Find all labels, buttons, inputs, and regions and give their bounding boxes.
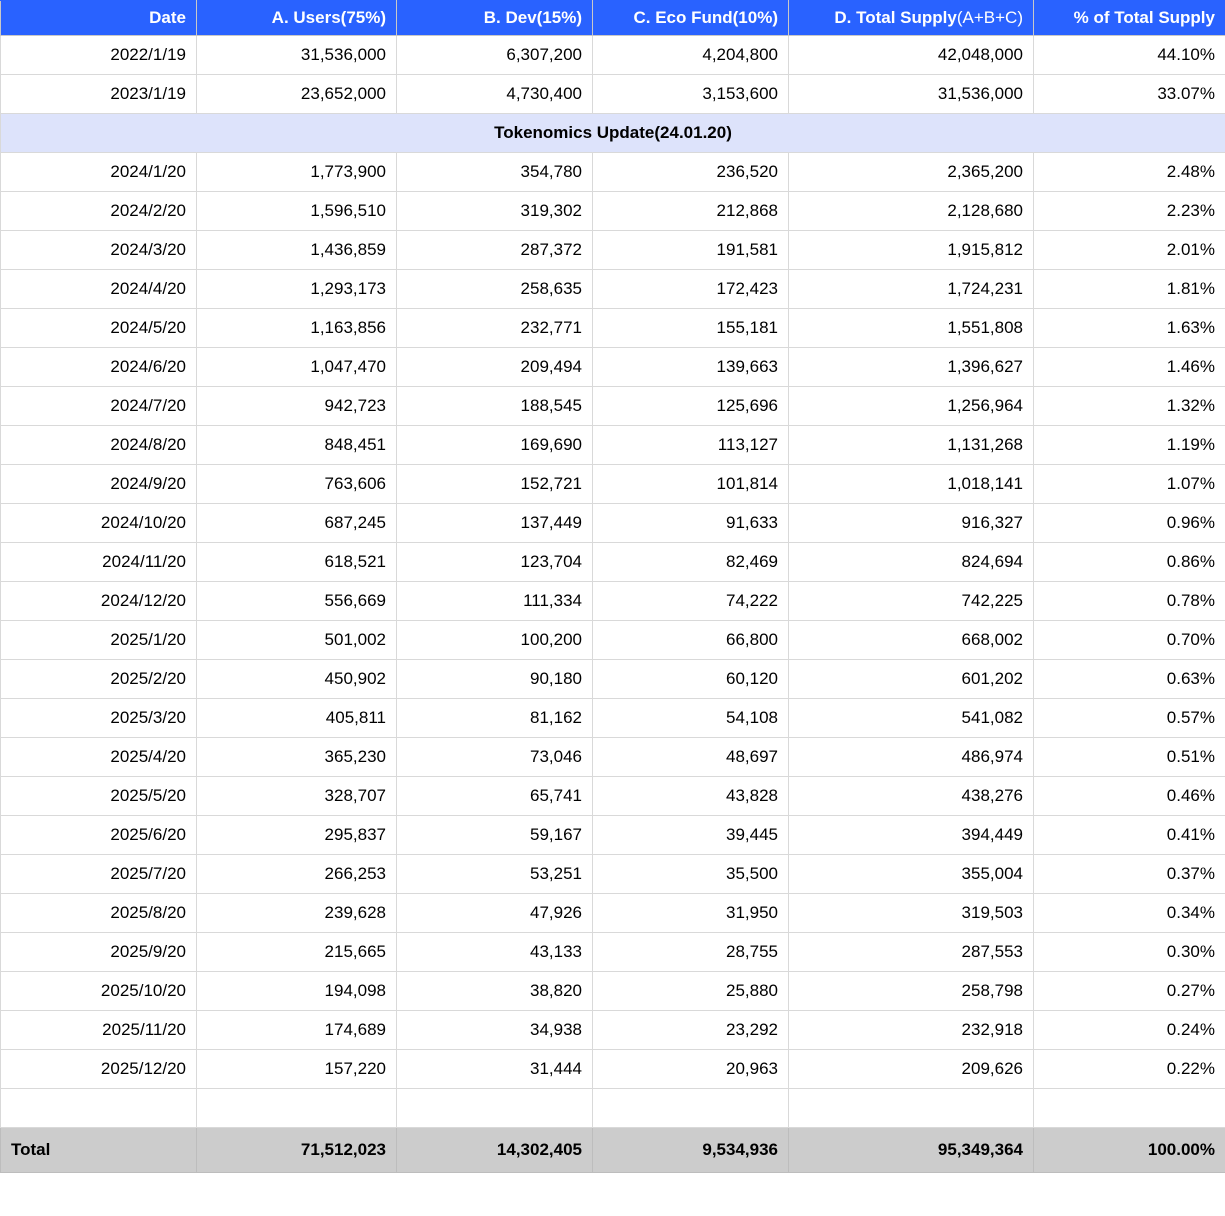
cell-pct-total-supply: 0.78% [1034, 582, 1225, 621]
table-row [1, 75, 1225, 114]
table-row [1, 465, 1225, 504]
cell-total-supply: 1,018,141 [789, 465, 1034, 504]
cell-dev: 65,741 [397, 777, 593, 816]
cell-users: 239,628 [197, 894, 397, 933]
table-row [1, 348, 1225, 387]
table-row [1, 1011, 1225, 1050]
table-row [1, 153, 1225, 192]
table-row [1, 192, 1225, 231]
table-row [1, 933, 1225, 972]
cell-users: 174,689 [197, 1011, 397, 1050]
cell-total-supply: 742,225 [789, 582, 1034, 621]
cell-users: 328,707 [197, 777, 397, 816]
cell-date: 2025/5/20 [1, 777, 197, 816]
table-row [1, 816, 1225, 855]
cell-total-supply: 287,553 [789, 933, 1034, 972]
cell-users: 405,811 [197, 699, 397, 738]
cell-dev: 169,690 [397, 426, 593, 465]
cell-date: 2022/1/19 [1, 36, 197, 75]
cell-pct-total-supply: 1.63% [1034, 309, 1225, 348]
cell-date: 2025/8/20 [1, 894, 197, 933]
cell-users: 687,245 [197, 504, 397, 543]
cell-eco-fund: 236,520 [593, 153, 789, 192]
cell-date: 2025/10/20 [1, 972, 197, 1011]
cell-date: 2025/7/20 [1, 855, 197, 894]
cell-pct-total-supply: 1.81% [1034, 270, 1225, 309]
cell-users: 556,669 [197, 582, 397, 621]
cell-pct-total-supply: 0.30% [1034, 933, 1225, 972]
cell-dev: 6,307,200 [397, 36, 593, 75]
column-header-date [1, 1, 197, 36]
table-row [1, 504, 1225, 543]
column-header-pct-total-supply-label: % of Total Supply [1073, 8, 1215, 27]
cell-total-supply: 1,256,964 [789, 387, 1034, 426]
cell-dev: 81,162 [397, 699, 593, 738]
cell-pct-total-supply: 0.63% [1034, 660, 1225, 699]
table-row [1, 660, 1225, 699]
cell-date: 2024/11/20 [1, 543, 197, 582]
table-row [1, 582, 1225, 621]
column-header-pct-total-supply [1034, 1, 1225, 36]
cell-users: 1,047,470 [197, 348, 397, 387]
cell-dev: 34,938 [397, 1011, 593, 1050]
cell-total-supply: 319,503 [789, 894, 1034, 933]
cell-pct-total-supply: 2.48% [1034, 153, 1225, 192]
cell-dev: 38,820 [397, 972, 593, 1011]
cell-eco-fund: 60,120 [593, 660, 789, 699]
cell-total-supply: 541,082 [789, 699, 1034, 738]
column-header-total-supply [789, 1, 1034, 36]
cell-total-supply: 1,915,812 [789, 231, 1034, 270]
cell-date: 2024/9/20 [1, 465, 197, 504]
table-row [1, 855, 1225, 894]
cell-users: 365,230 [197, 738, 397, 777]
cell-total-supply: 258,798 [789, 972, 1034, 1011]
cell-date: 2025/1/20 [1, 621, 197, 660]
cell-total-supply: 355,004 [789, 855, 1034, 894]
spacer-cell [789, 1089, 1034, 1128]
cell-dev: 53,251 [397, 855, 593, 894]
cell-pct-total-supply: 33.07% [1034, 75, 1225, 114]
total-users: 71,512,023 [197, 1128, 397, 1173]
total-label: Total [1, 1128, 197, 1173]
cell-pct-total-supply: 0.41% [1034, 816, 1225, 855]
cell-total-supply: 394,449 [789, 816, 1034, 855]
cell-dev: 209,494 [397, 348, 593, 387]
table-row [1, 231, 1225, 270]
cell-users: 194,098 [197, 972, 397, 1011]
cell-total-supply: 438,276 [789, 777, 1034, 816]
cell-users: 23,652,000 [197, 75, 397, 114]
cell-users: 848,451 [197, 426, 397, 465]
cell-total-supply: 31,536,000 [789, 75, 1034, 114]
cell-eco-fund: 48,697 [593, 738, 789, 777]
cell-total-supply: 2,365,200 [789, 153, 1034, 192]
total-dev: 14,302,405 [397, 1128, 593, 1173]
cell-users: 942,723 [197, 387, 397, 426]
cell-dev: 152,721 [397, 465, 593, 504]
cell-eco-fund: 66,800 [593, 621, 789, 660]
cell-total-supply: 916,327 [789, 504, 1034, 543]
cell-dev: 188,545 [397, 387, 593, 426]
cell-eco-fund: 4,204,800 [593, 36, 789, 75]
cell-eco-fund: 113,127 [593, 426, 789, 465]
cell-pct-total-supply: 2.01% [1034, 231, 1225, 270]
spacer-row [1, 1089, 1225, 1128]
cell-pct-total-supply: 0.34% [1034, 894, 1225, 933]
table-row [1, 972, 1225, 1011]
cell-pct-total-supply: 1.07% [1034, 465, 1225, 504]
cell-eco-fund: 20,963 [593, 1050, 789, 1089]
cell-date: 2023/1/19 [1, 75, 197, 114]
cell-pct-total-supply: 0.37% [1034, 855, 1225, 894]
cell-pct-total-supply: 44.10% [1034, 36, 1225, 75]
column-header-total-supply-formula: (A+B+C) [956, 8, 1023, 27]
cell-date: 2025/9/20 [1, 933, 197, 972]
cell-eco-fund: 25,880 [593, 972, 789, 1011]
cell-date: 2025/3/20 [1, 699, 197, 738]
cell-date: 2024/8/20 [1, 426, 197, 465]
cell-eco-fund: 28,755 [593, 933, 789, 972]
cell-pct-total-supply: 1.32% [1034, 387, 1225, 426]
table-row [1, 426, 1225, 465]
cell-dev: 111,334 [397, 582, 593, 621]
cell-date: 2025/11/20 [1, 1011, 197, 1050]
cell-pct-total-supply: 0.27% [1034, 972, 1225, 1011]
cell-total-supply: 668,002 [789, 621, 1034, 660]
cell-users: 1,436,859 [197, 231, 397, 270]
cell-users: 215,665 [197, 933, 397, 972]
cell-pct-total-supply: 0.96% [1034, 504, 1225, 543]
cell-dev: 47,926 [397, 894, 593, 933]
cell-eco-fund: 31,950 [593, 894, 789, 933]
cell-eco-fund: 39,445 [593, 816, 789, 855]
column-header-users [197, 1, 397, 36]
cell-pct-total-supply: 0.70% [1034, 621, 1225, 660]
cell-total-supply: 232,918 [789, 1011, 1034, 1050]
cell-dev: 354,780 [397, 153, 593, 192]
column-header-date-label: Date [149, 8, 186, 27]
table-header-row [1, 1, 1225, 36]
column-header-users-label: A. Users(75%) [271, 8, 386, 27]
cell-date: 2024/10/20 [1, 504, 197, 543]
cell-eco-fund: 3,153,600 [593, 75, 789, 114]
cell-eco-fund: 101,814 [593, 465, 789, 504]
table-header [1, 1, 1225, 36]
cell-total-supply: 1,551,808 [789, 309, 1034, 348]
cell-date: 2025/2/20 [1, 660, 197, 699]
table-body [1, 36, 1225, 1173]
cell-pct-total-supply: 0.22% [1034, 1050, 1225, 1089]
table-row [1, 777, 1225, 816]
cell-total-supply: 1,724,231 [789, 270, 1034, 309]
table-row [1, 270, 1225, 309]
table-row [1, 36, 1225, 75]
total-row [1, 1128, 1225, 1173]
cell-dev: 137,449 [397, 504, 593, 543]
cell-dev: 100,200 [397, 621, 593, 660]
cell-dev: 59,167 [397, 816, 593, 855]
cell-eco-fund: 139,663 [593, 348, 789, 387]
cell-pct-total-supply: 0.24% [1034, 1011, 1225, 1050]
cell-dev: 287,372 [397, 231, 593, 270]
spacer-cell [397, 1089, 593, 1128]
cell-pct-total-supply: 0.46% [1034, 777, 1225, 816]
column-header-eco-fund [593, 1, 789, 36]
total-eco-fund: 9,534,936 [593, 1128, 789, 1173]
column-header-eco-fund-label: C. Eco Fund(10%) [633, 8, 778, 27]
total-total-supply: 95,349,364 [789, 1128, 1034, 1173]
cell-date: 2024/6/20 [1, 348, 197, 387]
cell-date: 2025/4/20 [1, 738, 197, 777]
cell-date: 2024/12/20 [1, 582, 197, 621]
cell-users: 450,902 [197, 660, 397, 699]
total-pct-total-supply: 100.00% [1034, 1128, 1225, 1173]
cell-date: 2024/5/20 [1, 309, 197, 348]
cell-pct-total-supply: 2.23% [1034, 192, 1225, 231]
table-row [1, 543, 1225, 582]
cell-date: 2024/4/20 [1, 270, 197, 309]
cell-users: 31,536,000 [197, 36, 397, 75]
cell-dev: 73,046 [397, 738, 593, 777]
cell-dev: 43,133 [397, 933, 593, 972]
column-header-total-supply-label: D. Total Supply [834, 8, 957, 27]
cell-total-supply: 42,048,000 [789, 36, 1034, 75]
cell-pct-total-supply: 0.57% [1034, 699, 1225, 738]
table-row [1, 309, 1225, 348]
cell-dev: 31,444 [397, 1050, 593, 1089]
cell-date: 2024/7/20 [1, 387, 197, 426]
cell-eco-fund: 23,292 [593, 1011, 789, 1050]
cell-total-supply: 1,396,627 [789, 348, 1034, 387]
cell-users: 501,002 [197, 621, 397, 660]
cell-dev: 232,771 [397, 309, 593, 348]
cell-pct-total-supply: 0.86% [1034, 543, 1225, 582]
cell-eco-fund: 43,828 [593, 777, 789, 816]
cell-total-supply: 1,131,268 [789, 426, 1034, 465]
cell-dev: 319,302 [397, 192, 593, 231]
cell-dev: 258,635 [397, 270, 593, 309]
spacer-cell [197, 1089, 397, 1128]
table-row [1, 1050, 1225, 1089]
table-row [1, 621, 1225, 660]
cell-total-supply: 209,626 [789, 1050, 1034, 1089]
cell-date: 2024/3/20 [1, 231, 197, 270]
cell-date: 2025/12/20 [1, 1050, 197, 1089]
cell-eco-fund: 35,500 [593, 855, 789, 894]
spacer-cell [1034, 1089, 1225, 1128]
cell-users: 157,220 [197, 1050, 397, 1089]
cell-eco-fund: 74,222 [593, 582, 789, 621]
table-row [1, 894, 1225, 933]
cell-total-supply: 486,974 [789, 738, 1034, 777]
cell-users: 1,293,173 [197, 270, 397, 309]
cell-total-supply: 824,694 [789, 543, 1034, 582]
cell-pct-total-supply: 0.51% [1034, 738, 1225, 777]
cell-users: 1,596,510 [197, 192, 397, 231]
cell-date: 2024/1/20 [1, 153, 197, 192]
spacer-cell [593, 1089, 789, 1128]
cell-eco-fund: 54,108 [593, 699, 789, 738]
column-header-dev-label: B. Dev(15%) [483, 8, 582, 27]
cell-pct-total-supply: 1.46% [1034, 348, 1225, 387]
cell-eco-fund: 212,868 [593, 192, 789, 231]
cell-dev: 123,704 [397, 543, 593, 582]
cell-dev: 4,730,400 [397, 75, 593, 114]
cell-users: 1,163,856 [197, 309, 397, 348]
column-header-dev [397, 1, 593, 36]
cell-users: 618,521 [197, 543, 397, 582]
cell-users: 295,837 [197, 816, 397, 855]
cell-date: 2025/6/20 [1, 816, 197, 855]
cell-users: 763,606 [197, 465, 397, 504]
cell-eco-fund: 191,581 [593, 231, 789, 270]
spacer-cell [1, 1089, 197, 1128]
section-divider-row [1, 114, 1225, 153]
cell-dev: 90,180 [397, 660, 593, 699]
cell-date: 2024/2/20 [1, 192, 197, 231]
table-row [1, 387, 1225, 426]
cell-eco-fund: 125,696 [593, 387, 789, 426]
cell-users: 266,253 [197, 855, 397, 894]
cell-eco-fund: 172,423 [593, 270, 789, 309]
section-divider-label: Tokenomics Update(24.01.20) [1, 114, 1225, 153]
cell-eco-fund: 91,633 [593, 504, 789, 543]
cell-eco-fund: 155,181 [593, 309, 789, 348]
cell-total-supply: 2,128,680 [789, 192, 1034, 231]
table-row [1, 738, 1225, 777]
cell-pct-total-supply: 1.19% [1034, 426, 1225, 465]
cell-total-supply: 601,202 [789, 660, 1034, 699]
cell-eco-fund: 82,469 [593, 543, 789, 582]
table-row [1, 699, 1225, 738]
cell-users: 1,773,900 [197, 153, 397, 192]
